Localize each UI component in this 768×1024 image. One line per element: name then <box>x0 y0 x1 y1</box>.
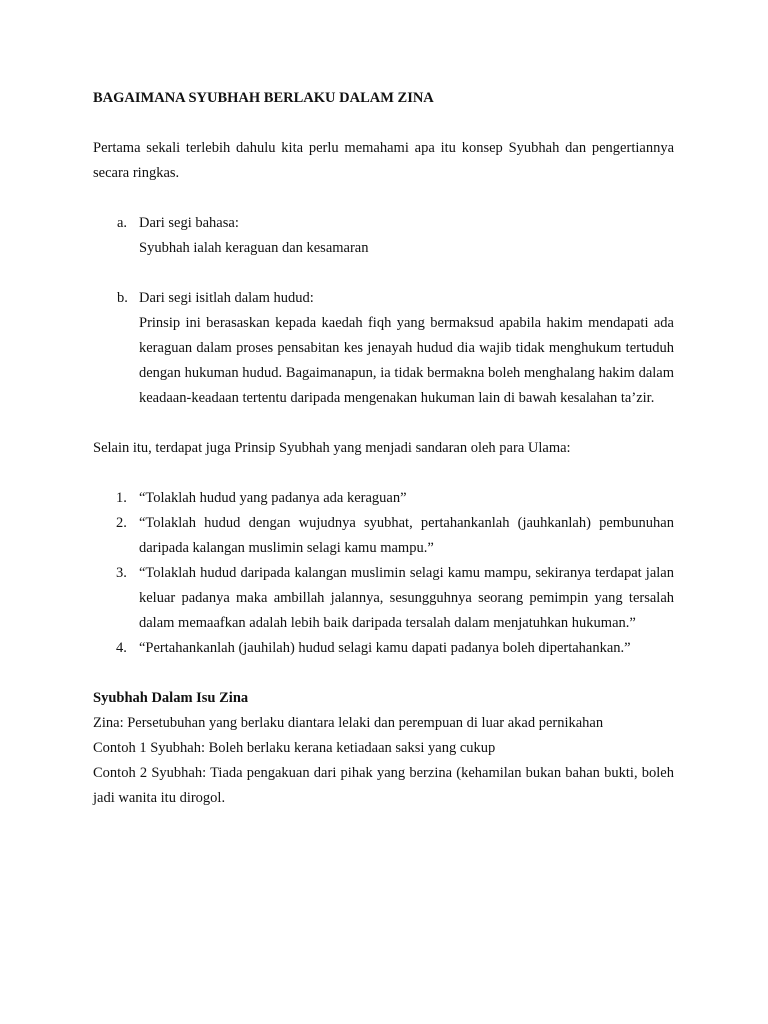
list-marker: 1. <box>116 490 127 506</box>
principle-item-1 <box>93 486 674 511</box>
list-marker: b. <box>117 290 128 306</box>
principle-text: “Tolaklah hudud yang padanya ada keraguan” <box>139 490 407 506</box>
spacer <box>93 111 674 136</box>
principles-intro: Selain itu, terdapat juga Prinsip Syubhah yang menjadi sandaran oleh para Ulama: <box>93 440 571 456</box>
document-page <box>93 86 674 811</box>
principle-text: “Pertahankanlah (jauhilah) hudud selagi kamu dapati padanya boleh dipertahankan.” <box>139 640 631 656</box>
definition-heading: Dari segi bahasa: <box>139 215 239 231</box>
definition-body: Syubhah ialah keraguan dan kesamaran <box>139 240 369 256</box>
list-marker: 3. <box>116 565 127 581</box>
section-line: Contoh 1 Syubhah: Boleh berlaku kerana ketiadaan saksi yang cukup <box>93 740 496 756</box>
principle-text: “Tolaklah hudud dengan wujudnya syubhat, pertahankanlah (jauhkanlah) pembunuhan daripada kalangan muslimin selagi kamu mampu.” <box>139 515 674 556</box>
definition-item-a <box>93 211 674 261</box>
definition-body: Prinsip ini berasaskan kepada kaedah fiqh yang bermaksud apabila hakim mendapati ada keraguan dalam proses pensabitan kes jenayah hudud dia wajib tidak menghukum tertuduh dengan hukuman hudud. Bagaimanapun, ia tidak bermakna boleh menghalang hakim dalam keadaan-keadaan tertentu daripada mengenakan hukuman lain di bawah kesalahan ta’zir. <box>139 315 674 406</box>
spacer <box>93 411 674 436</box>
definition-heading: Dari segi isitlah dalam hudud: <box>139 290 314 306</box>
principle-text: “Tolaklah hudud daripada kalangan muslimin selagi kamu mampu, sekiranya terdapat jalan keluar padanya maka ambillah jalannya, sesungguhnya seorang pemimpin yang tersalah dalam memaafkan adalah lebih baik daripada tersalah dalam menjatuhkan hukuman.” <box>139 565 674 631</box>
section-line: Zina: Persetubuhan yang berlaku diantara lelaki dan perempuan di luar akad pernikahan <box>93 715 604 731</box>
principle-item-4 <box>93 636 674 661</box>
section-heading: Syubhah Dalam Isu Zina <box>93 690 249 706</box>
list-marker: 2. <box>116 515 127 531</box>
definition-item-b <box>93 286 674 411</box>
principle-item-2 <box>93 511 674 561</box>
list-marker: 4. <box>116 640 127 656</box>
intro-paragraph: Pertama sekali terlebih dahulu kita perlu memahami apa itu konsep Syubhah dan pengertiannya secara ringkas. <box>93 140 674 181</box>
spacer <box>93 186 674 211</box>
principle-item-3 <box>93 561 674 636</box>
section-line: Contoh 2 Syubhah: Tiada pengakuan dari pihak yang berzina (kehamilan bukan bahan bukti, boleh jadi wanita itu dirogol. <box>93 765 674 806</box>
document-title: BAGAIMANA SYUBHAH BERLAKU DALAM ZINA <box>93 90 434 106</box>
spacer <box>93 461 674 486</box>
spacer <box>93 261 674 286</box>
spacer <box>93 661 674 686</box>
list-marker: a. <box>117 215 128 231</box>
